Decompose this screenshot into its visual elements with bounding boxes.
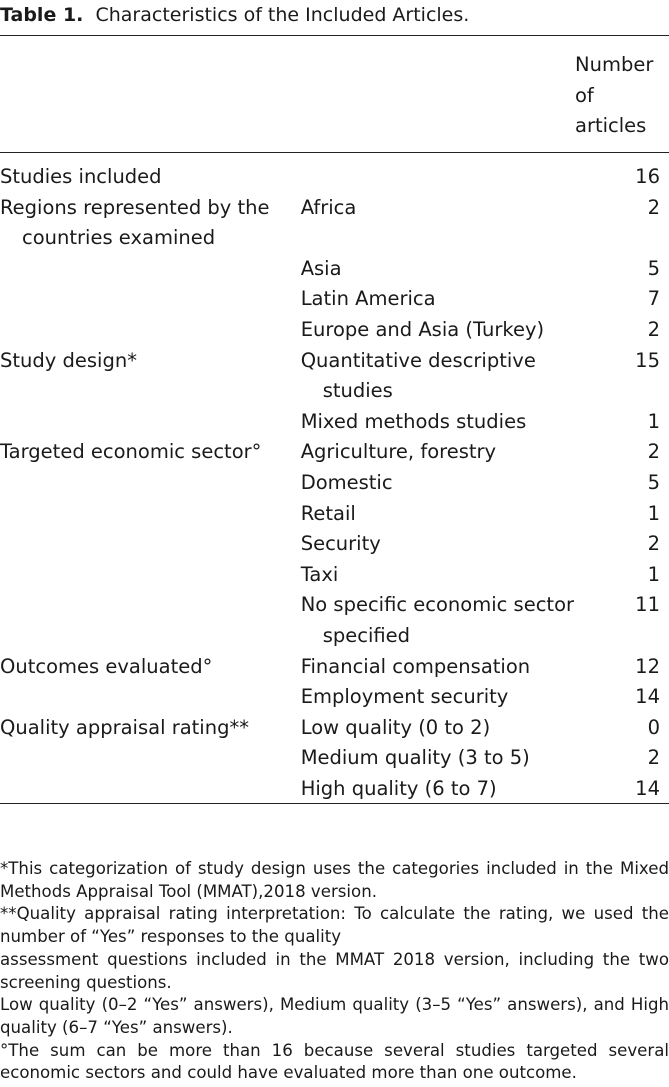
table-row — [0, 743, 669, 774]
row-category: Quality appraisal rating** — [0, 715, 249, 739]
row-count: 1 — [647, 409, 660, 433]
table-row — [0, 682, 669, 713]
row-count: 2 — [647, 532, 660, 556]
row-item: Security — [300, 532, 381, 556]
table-title — [0, 2, 469, 28]
row-item: Africa — [300, 195, 357, 219]
row-count: 12 — [635, 654, 660, 678]
footnotes — [0, 858, 669, 1085]
characteristics-table — [0, 162, 669, 804]
row-count: 14 — [635, 685, 660, 709]
row-item: High quality (6 to 7) — [300, 776, 497, 800]
footnote-quality-2: assessment questions included in the MMAT 2018 version, including the two screening questions. — [0, 949, 669, 992]
row-count: 1 — [647, 562, 660, 586]
row-count: 1 — [647, 501, 660, 525]
footnote-quality-1: **Quality appraisal rating interpretation: To calculate the rating, we used the number of “Yes” responses to the quality — [0, 904, 669, 947]
table-row — [0, 254, 669, 285]
header-rule — [0, 152, 669, 153]
footnote-study-design: *This categorization of study design uses the categories included in the Mixed Methods Appraisal Tool (MMAT),2018 version. — [0, 859, 669, 901]
row-count: 5 — [647, 256, 660, 280]
table-row — [0, 193, 669, 254]
row-count: 14 — [635, 776, 660, 800]
row-item: Domestic — [300, 470, 393, 494]
footnote-sum: °The sum can be more than 16 because several studies targeted several economic sectors and could have evaluated more than one outcome. — [0, 1040, 669, 1083]
footnote-quality-levels: Low quality (0–2 “Yes” answers), Medium quality (3–5 “Yes” answers), and High quality (6–7 “Yes” answers). — [0, 995, 669, 1037]
table-row — [0, 468, 669, 499]
header-line: Number — [575, 53, 654, 76]
row-category: Targeted economic sector° — [0, 440, 262, 464]
row-item: Financial compensation — [300, 654, 531, 678]
row-item: Quantitative descriptive studies — [300, 348, 536, 403]
header-line: articles — [575, 114, 647, 137]
row-item: Agriculture, forestry — [300, 440, 497, 464]
table-row — [0, 713, 669, 744]
table-row — [0, 437, 669, 468]
row-item: Taxi — [300, 562, 339, 586]
row-count: 15 — [635, 348, 660, 372]
row-category: Regions represented by the countries examined — [0, 195, 270, 250]
row-count: 2 — [647, 440, 660, 464]
row-count: 11 — [635, 593, 660, 617]
row-item: Mixed methods studies — [300, 409, 527, 433]
table-row — [0, 652, 669, 683]
row-item: Retail — [300, 501, 356, 525]
table-row — [0, 315, 669, 346]
table-row — [0, 774, 669, 805]
row-item: Latin America — [300, 287, 436, 311]
table-row — [0, 560, 669, 591]
table-row — [0, 529, 669, 560]
table-row — [0, 499, 669, 530]
row-category: Study design* — [0, 348, 137, 372]
top-rule — [0, 35, 669, 36]
row-count: 2 — [647, 317, 660, 341]
row-count: 2 — [647, 746, 660, 770]
table-caption: Characteristics of the Included Articles. — [95, 4, 470, 26]
row-count: 5 — [647, 470, 660, 494]
table-row — [0, 590, 669, 651]
count-column-header — [575, 50, 653, 142]
table-row — [0, 284, 669, 315]
row-item: Asia — [300, 256, 342, 280]
row-item: Europe and Asia (Turkey) — [300, 317, 545, 341]
row-category: Outcomes evaluated° — [0, 654, 213, 678]
bottom-rule — [0, 803, 669, 804]
row-count: 16 — [635, 165, 660, 188]
table-row — [0, 346, 669, 407]
table-row — [0, 407, 669, 438]
row-item: Medium quality (3 to 5) — [300, 746, 530, 770]
row-category: Studies included — [0, 165, 162, 188]
row-item: Low quality (0 to 2) — [300, 715, 491, 739]
row-item: No specific economic sector specified — [300, 593, 575, 647]
row-count: 2 — [647, 195, 660, 219]
table-label: Table 1. — [0, 4, 84, 26]
row-count: 7 — [647, 287, 660, 311]
row-item: Employment security — [300, 685, 509, 709]
table-row — [0, 162, 669, 193]
header-line: of — [575, 83, 594, 107]
row-count: 0 — [647, 715, 660, 739]
